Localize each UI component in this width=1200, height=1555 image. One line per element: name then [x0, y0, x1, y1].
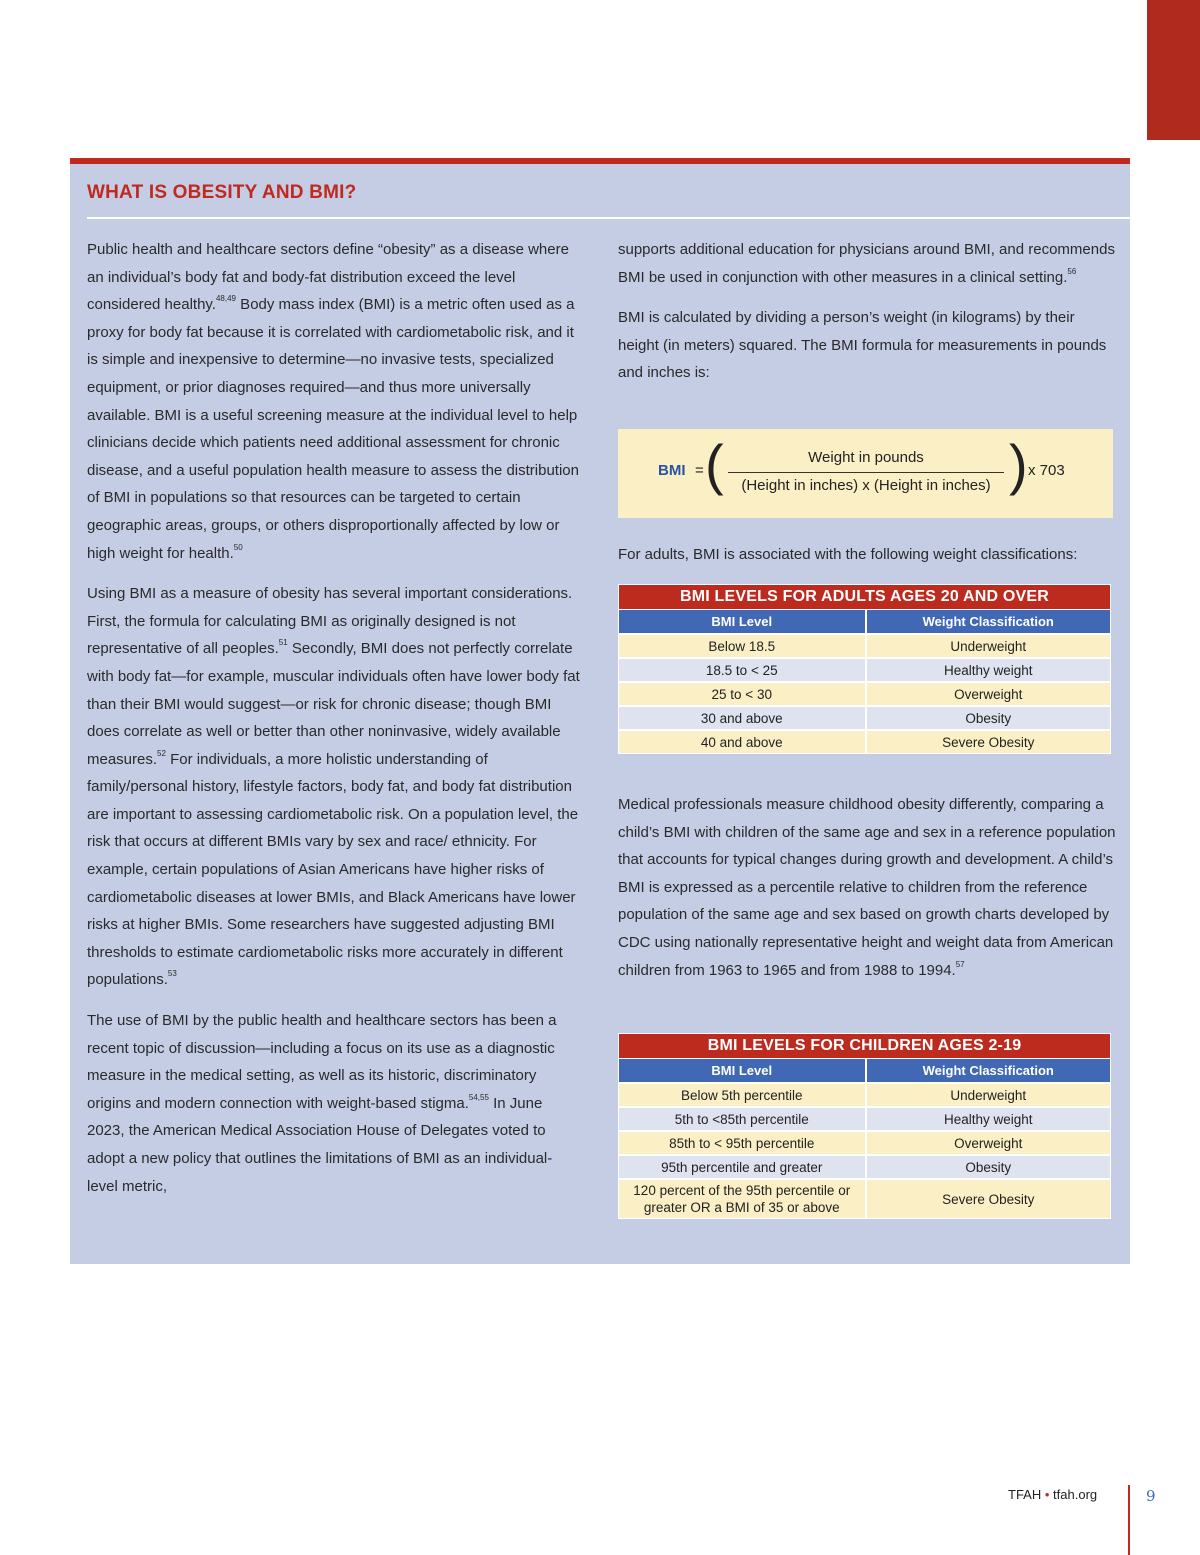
table-row	[619, 681, 1110, 705]
paragraph-childhood: Medical professionals measure childhood obesity differently, comparing a child’s BMI with children of the same age and sex in a reference population that accounts for typical changes during growth and development. A child’s BMI is expressed as a percentile relative to children from the reference population of the same age and sex based on growth charts developed by CDC using nationally representative height and weight data from American children from 1963 to 1965 and from 1988 to 1994.57	[618, 796, 1116, 979]
paragraph-discussion: The use of BMI by the public health and healthcare sectors has been a recent topic of discussion—including a focus on its use as a diagnostic measure in the medical setting, as well as its historic, discriminatory origins and modern connection with weight-based stigma.$^{54,55}$ In June 2023, the American Medical Association House of Delegates voted to adopt a new policy that outlines the limitations of BMI as an individual-level metric,	[87, 1012, 557, 1195]
table-title: BMI LEVELS FOR CHILDREN AGES 2-19	[619, 1034, 1110, 1058]
table-cell: 25 to < 30	[711, 686, 772, 702]
footnote-ref: 53	[167, 969, 177, 979]
paragraph-calculation: BMI is calculated by dividing a person’s weight (in kilograms) by their height (in meters) squared. The BMI formula for measurements in pounds and inches is:	[618, 309, 1107, 382]
formula-denominator: (Height in inches) x (Height in inches)	[741, 477, 991, 494]
footnote-ref: 50	[233, 542, 243, 552]
paragraph-ama-policy: supports additional education for physicians around BMI, and recommends BMI be used in conjunction with other measures in a clinical setting.$^{56}$	[618, 241, 1115, 286]
footnote-ref: 57	[955, 959, 965, 969]
adults-intro: For adults, BMI is associated with the following weight classifications:	[618, 546, 1078, 563]
footer-org: TFAH	[1008, 1487, 1042, 1502]
table-header-row	[619, 1058, 1110, 1082]
paragraph-definition: Public health and healthcare sectors define “obesity” as a disease where an individual’s body fat and body-fat distribution exceed the level considered healthy.$^{48,49}$ Body mass index (BMI) is a metric often used as a proxy for body fat because it is correlated with cardiometabolic risk, and it is simple and inexpensive to determine—no invasive tests, specialized equipment, or prior diagnoses required—and thus more universally available. BMI is a useful screening measure at the individual level to help clinicians decide which patients need additional assessment for chronic disease, and a useful population health measure to assess the distribution of BMI in populations so that resources can be targeted to certain geographic areas, groups, or others disproportionally affected by low or high weight for health.$^{50}$	[87, 241, 579, 562]
right-column	[618, 236, 1118, 400]
formula-equals: =	[695, 462, 704, 479]
corner-tab	[1147, 0, 1200, 140]
paragraph-considerations: Using BMI as a measure of obesity has several important considerations. First, the formula for calculating BMI as originally designed is not representative of all peoples.$^{51}$ Secondly, BMI does not perfectly correlate with body fat—for example, muscular individuals often have lower body fat than their BMI would suggest—or risk for chronic disease; though BMI does correlate as well or better than other noninvasive, widely available measures.$^{52}$ For individuals, a more holistic understanding of family/personal history, lifestyle factors, body fat, and body fat distribution are important to assessing cardiometabolic risk. On a population level, the risk that occurs at different BMIs vary by sex and race/ ethnicity. For example, certain populations of Asian Americans have higher risks of cardiometabolic diseases at lower BMIs, and Black Americans have lower risks at higher BMIs. Some researchers have suggested adjusting BMI thresholds to estimate cardiometabolic risks more accurately in different populations.$^{53}$	[87, 585, 580, 989]
fraction-bar	[728, 472, 1004, 473]
table-cell: Healthy weight	[865, 1108, 1111, 1130]
table-row	[619, 1106, 1110, 1130]
left-column	[87, 236, 583, 1213]
column-header: Weight Classification	[865, 1059, 1111, 1082]
table-cell: Obesity	[865, 707, 1111, 729]
table-children	[618, 1033, 1111, 1219]
right-column-lower	[618, 791, 1118, 997]
formula-numerator: Weight in pounds	[808, 449, 924, 466]
footer-divider	[1128, 1485, 1130, 1555]
formula-paren-left: (	[705, 433, 724, 496]
table-row	[619, 1154, 1110, 1178]
formula-multiplier: x 703	[1028, 462, 1065, 479]
table-row	[619, 1130, 1110, 1154]
column-header: BMI Level	[711, 613, 773, 629]
table-cell: Obesity	[865, 1156, 1111, 1178]
bullet-separator: •	[1044, 1487, 1050, 1502]
table-cell: 30 and above	[700, 710, 783, 726]
table-cell: 5th to <85th percentile	[674, 1111, 809, 1127]
section-title: WHAT IS OBESITY AND BMI?	[87, 182, 357, 203]
table-cell: Underweight	[865, 635, 1111, 657]
formula-label: BMI	[658, 462, 686, 479]
table-row	[619, 1082, 1110, 1106]
table-cell: Below 5th percentile	[680, 1087, 803, 1103]
table-cell: Overweight	[865, 683, 1111, 705]
table-header-row	[619, 609, 1110, 633]
sidebar-panel	[70, 158, 1130, 1264]
footnote-ref: 52	[157, 748, 166, 758]
table-cell: 40 and above	[700, 734, 783, 750]
table-row	[619, 1178, 1110, 1218]
footer-credit	[1008, 1487, 1097, 1502]
table-cell: 85th to < 95th percentile	[669, 1135, 815, 1151]
table-cell: 95th percentile and greater	[661, 1159, 823, 1175]
title-divider	[87, 217, 1130, 219]
footnote-ref: 51	[278, 638, 288, 648]
footnote-ref: 54,55	[468, 1092, 489, 1102]
bmi-formula-box	[618, 429, 1113, 518]
table-cell: 18.5 to < 25	[705, 662, 778, 678]
column-header: Weight Classification	[865, 610, 1111, 633]
table-cell: Severe Obesity	[865, 1180, 1111, 1218]
table-adults	[618, 584, 1111, 754]
table-row	[619, 705, 1110, 729]
table-cell: Underweight	[865, 1084, 1111, 1106]
table-title: BMI LEVELS FOR ADULTS AGES 20 AND OVER	[619, 585, 1110, 609]
footer-site[interactable]: tfah.org	[1053, 1487, 1098, 1502]
column-header: BMI Level	[711, 1062, 773, 1078]
table-cell: Overweight	[865, 1132, 1111, 1154]
page-number: 9	[1146, 1487, 1156, 1505]
formula-paren-right: )	[1009, 433, 1028, 496]
table-cell: Below 18.5	[708, 638, 776, 654]
footnote-ref: 56	[1067, 266, 1077, 276]
table-cell: Severe Obesity	[865, 731, 1111, 753]
table-cell: 120 percent of the 95th percentile or greater OR a BMI of 35 or above	[633, 1183, 851, 1215]
footnote-ref: 48,49	[215, 294, 237, 304]
table-row	[619, 729, 1110, 753]
table-row	[619, 657, 1110, 681]
table-cell: Healthy weight	[865, 659, 1111, 681]
table-row	[619, 633, 1110, 657]
